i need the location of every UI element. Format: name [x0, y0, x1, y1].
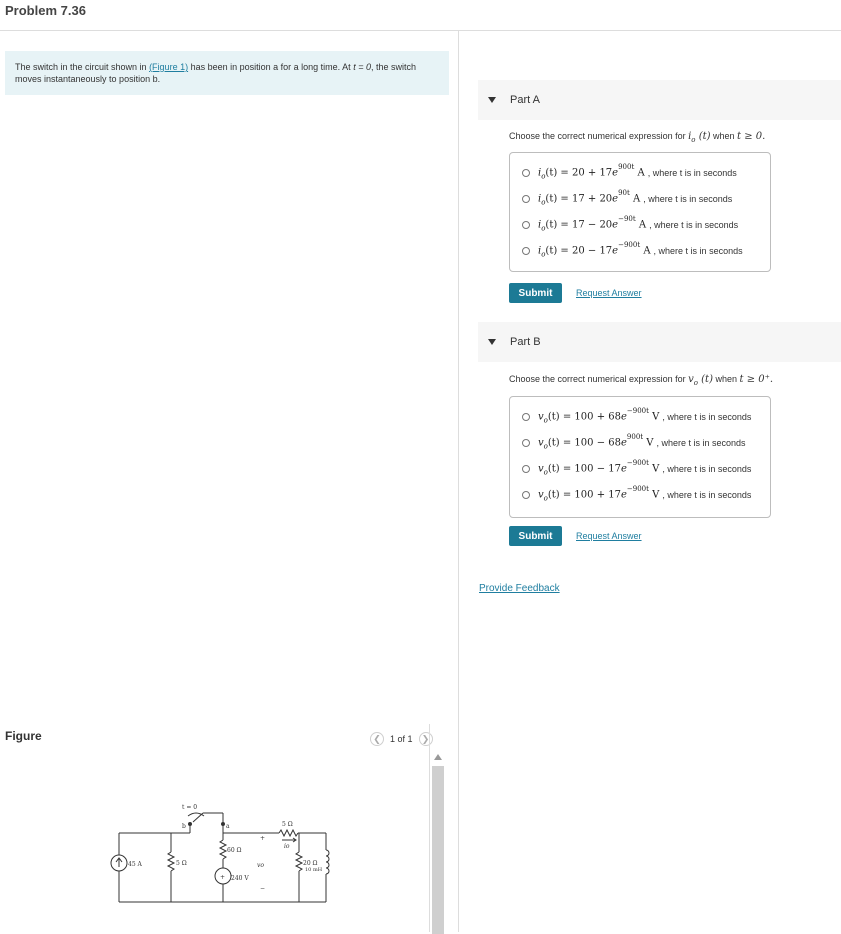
- prev-figure-button[interactable]: [370, 732, 384, 746]
- caret-down-icon: [488, 339, 496, 345]
- part-a-question-text: Choose the correct numerical expression for: [509, 131, 689, 141]
- voltage-source-label: 240 V: [231, 875, 249, 882]
- expr-base: e: [612, 167, 619, 179]
- expr-unit: V: [643, 437, 654, 449]
- expr-unit: A: [634, 167, 645, 179]
- source-plus-label: +: [220, 874, 226, 881]
- part-a-question-condition: t ≥ 0.: [737, 131, 766, 142]
- expr-body: (t) = 100 + 17: [547, 489, 621, 501]
- next-figure-button[interactable]: [419, 732, 433, 746]
- expr-body: (t) = 100 − 68: [547, 437, 621, 449]
- radio-button[interactable]: [522, 439, 530, 447]
- choice-option[interactable]: [522, 165, 737, 180]
- part-b-request-answer-link[interactable]: Request Answer: [576, 531, 642, 541]
- expr-lhs: v: [538, 489, 544, 501]
- part-a-question-symbol: i: [688, 131, 692, 142]
- expr-exponent: −900t: [626, 407, 649, 415]
- expr-subscript: o: [541, 224, 546, 233]
- figure-divider: [429, 724, 430, 932]
- r4-label: 20 Ω: [303, 860, 318, 867]
- chevron-right-icon: ❯: [421, 733, 430, 744]
- expr-subscript: o: [543, 416, 548, 425]
- current-source-label: 45 A: [128, 861, 142, 868]
- part-b-question: [509, 374, 773, 387]
- part-a-question-arg: (t): [695, 131, 711, 142]
- pager-count: 1 of 1: [390, 734, 413, 744]
- expr-body: (t) = 20 + 17: [545, 167, 613, 179]
- choice-expression: [538, 409, 659, 424]
- part-a-question: [509, 131, 765, 144]
- circuit-diagram: [104, 800, 334, 910]
- expr-unit: V: [648, 411, 660, 423]
- expr-body: (t) = 100 + 68: [547, 411, 621, 423]
- switch-pos-a-label: a: [226, 823, 230, 830]
- expr-exponent: −900t: [626, 485, 649, 493]
- part-a-question-subscript: o: [691, 135, 696, 144]
- part-b-question-when: when: [712, 374, 740, 384]
- choice-tail: , where t is in seconds: [662, 411, 752, 422]
- part-b-submit-button[interactable]: Submit: [509, 526, 562, 546]
- switch-time-label: t = 0: [182, 804, 198, 811]
- expr-body: (t) = 100 − 17: [547, 463, 621, 475]
- choice-tail: , where t is in seconds: [656, 437, 746, 448]
- expr-lhs: i: [538, 167, 542, 179]
- choice-tail: , where t is in seconds: [662, 463, 752, 474]
- choice-tail: , where t is in seconds: [647, 167, 737, 178]
- expr-exponent: −900t: [626, 459, 649, 467]
- part-b-question-symbol: v: [688, 374, 694, 385]
- choice-option[interactable]: [522, 243, 743, 258]
- expr-base: e: [612, 245, 619, 257]
- choice-option[interactable]: [522, 217, 738, 232]
- expr-lhs: i: [538, 245, 542, 257]
- expr-lhs: v: [538, 463, 544, 475]
- problem-text-before: The switch in the circuit shown in: [15, 62, 150, 72]
- radio-button[interactable]: [522, 491, 530, 499]
- expr-subscript: o: [543, 442, 548, 451]
- scroll-thumb[interactable]: [432, 766, 444, 934]
- radio-button[interactable]: [522, 465, 530, 473]
- choice-expression: [538, 191, 640, 206]
- part-a-submit-button[interactable]: Submit: [509, 283, 562, 303]
- choice-option[interactable]: [522, 461, 751, 476]
- scroll-up-icon[interactable]: [434, 754, 442, 760]
- problem-text-middle: has been in position a for a long time. At: [188, 62, 354, 72]
- part-b-title: Part B: [510, 336, 541, 348]
- radio-button[interactable]: [522, 221, 530, 229]
- expr-unit: A: [629, 193, 641, 205]
- expr-lhs: v: [538, 411, 544, 423]
- expr-unit: V: [648, 463, 660, 475]
- problem-text-after: , the switch moves instantaneously to position b.: [15, 62, 416, 84]
- problem-t-eq-0: t = 0: [353, 62, 371, 72]
- expr-exponent: −900t: [618, 241, 641, 249]
- figure-scrollbar[interactable]: [432, 754, 444, 932]
- expr-base: e: [612, 219, 619, 231]
- vo-plus-label: +: [260, 835, 266, 842]
- radio-button[interactable]: [522, 413, 530, 421]
- switch-pos-b-label: b: [182, 823, 186, 830]
- expr-body: (t) = 20 − 17: [545, 245, 613, 257]
- expr-lhs: i: [538, 219, 542, 231]
- figure-label: Figure: [5, 729, 42, 743]
- expr-exponent: 90t: [618, 189, 630, 197]
- expr-exponent: −90t: [618, 215, 636, 223]
- choice-expression: [538, 487, 659, 502]
- choice-tail: , where t is in seconds: [643, 193, 733, 204]
- expr-body: (t) = 17 + 20: [545, 193, 613, 205]
- r2-label: 60 Ω: [227, 847, 242, 854]
- expr-base: e: [620, 489, 627, 501]
- part-b-question-arg: (t): [697, 374, 713, 385]
- choice-expression: [538, 435, 654, 450]
- expr-base: e: [620, 437, 627, 449]
- expr-base: e: [612, 193, 619, 205]
- choice-expression: [538, 217, 646, 232]
- part-a-title: Part A: [510, 94, 540, 106]
- part-b-question-condition: t ≥ 0⁺.: [739, 374, 774, 385]
- io-label: io: [284, 843, 290, 850]
- caret-down-icon: [488, 97, 496, 103]
- choice-option[interactable]: [522, 487, 751, 502]
- expr-subscript: o: [543, 494, 548, 503]
- expr-exponent: 900t: [626, 433, 644, 441]
- choice-expression: [538, 165, 645, 180]
- expr-lhs: v: [538, 437, 544, 449]
- expr-unit: A: [640, 245, 651, 257]
- expr-base: e: [620, 411, 627, 423]
- part-b-question-subscript: o: [693, 378, 698, 387]
- figure-pager: [370, 731, 433, 747]
- choice-expression: [538, 243, 651, 258]
- part-a-header[interactable]: [478, 80, 841, 120]
- choice-tail: , where t is in seconds: [662, 489, 752, 500]
- expr-unit: A: [635, 219, 647, 231]
- part-a-choices: [509, 152, 771, 272]
- header-divider: [0, 30, 841, 31]
- choice-option[interactable]: [522, 191, 732, 206]
- expr-lhs: i: [538, 193, 542, 205]
- expr-unit: V: [648, 489, 660, 501]
- expr-subscript: o: [543, 468, 548, 477]
- column-divider: [458, 31, 459, 932]
- choice-option[interactable]: [522, 409, 751, 424]
- radio-button[interactable]: [522, 169, 530, 177]
- part-b-question-text: Choose the correct numerical expression for: [509, 374, 689, 384]
- choice-expression: [538, 461, 659, 476]
- expr-exponent: 900t: [618, 163, 635, 171]
- problem-title: Problem 7.36: [5, 3, 86, 18]
- inductor-label: 10 mH: [305, 867, 323, 873]
- radio-button[interactable]: [522, 195, 530, 203]
- expr-subscript: o: [541, 172, 546, 181]
- r1-label: 5 Ω: [176, 860, 187, 867]
- r3-label: 5 Ω: [282, 821, 293, 828]
- part-b-choices: [509, 396, 771, 518]
- chevron-left-icon: ❮: [373, 733, 381, 744]
- figure-link[interactable]: (Figure 1): [149, 62, 189, 72]
- choice-tail: , where t is in seconds: [649, 219, 739, 230]
- expr-base: e: [620, 463, 627, 475]
- choice-option[interactable]: [522, 435, 746, 450]
- part-a-question-when: when: [710, 131, 738, 141]
- vo-minus-label: −: [260, 885, 266, 892]
- part-a-request-answer-link[interactable]: Request Answer: [576, 288, 642, 298]
- provide-feedback-link[interactable]: Provide Feedback: [479, 583, 560, 594]
- part-b-header[interactable]: [478, 322, 841, 362]
- choice-tail: , where t is in seconds: [653, 245, 743, 256]
- expr-body: (t) = 17 − 20: [545, 219, 613, 231]
- vo-label: vo: [257, 862, 265, 869]
- expr-subscript: o: [541, 250, 546, 259]
- radio-button[interactable]: [522, 247, 530, 255]
- problem-statement: [5, 51, 449, 95]
- expr-subscript: o: [541, 198, 546, 207]
